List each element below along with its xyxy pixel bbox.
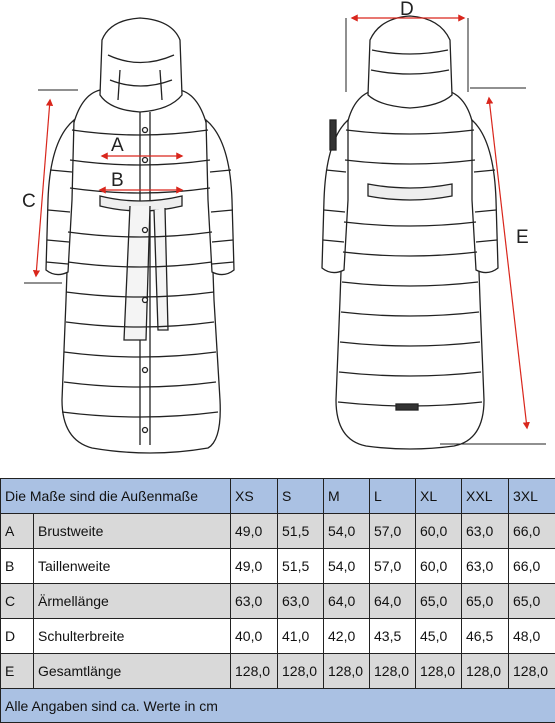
value-cell: 128,0: [416, 654, 462, 689]
value-cell: 63,0: [462, 514, 509, 549]
size-table: [0, 478, 555, 723]
table-row: [1, 654, 555, 689]
label-a: A: [111, 135, 124, 156]
table-row: [1, 549, 555, 584]
value-cell: 41,0: [278, 619, 324, 654]
row-name: Taillenweite: [34, 549, 231, 584]
row-code: C: [1, 584, 34, 619]
value-cell: 65,0: [462, 584, 509, 619]
size-s: S: [278, 479, 324, 514]
value-cell: 49,0: [231, 514, 278, 549]
value-cell: 128,0: [231, 654, 278, 689]
footer-note: Alle Angaben sind ca. Werte in cm: [1, 689, 555, 723]
value-cell: 66,0: [509, 514, 555, 549]
size-l: L: [370, 479, 416, 514]
row-code: D: [1, 619, 34, 654]
table-footer-row: [1, 689, 555, 723]
value-cell: 64,0: [324, 584, 370, 619]
value-cell: 64,0: [370, 584, 416, 619]
table-header-row: [1, 479, 555, 514]
table-row: [1, 514, 555, 549]
value-cell: 128,0: [462, 654, 509, 689]
row-code: E: [1, 654, 34, 689]
table-row: [1, 619, 555, 654]
value-cell: 46,5: [462, 619, 509, 654]
value-cell: 128,0: [324, 654, 370, 689]
value-cell: 66,0: [509, 549, 555, 584]
row-name: Schulterbreite: [34, 619, 231, 654]
size-xxl: XXL: [462, 479, 509, 514]
value-cell: 57,0: [370, 549, 416, 584]
size-m: M: [324, 479, 370, 514]
value-cell: 128,0: [278, 654, 324, 689]
table-row: [1, 584, 555, 619]
label-b: B: [111, 170, 124, 191]
row-name: Ärmellänge: [34, 584, 231, 619]
size-xl: XL: [416, 479, 462, 514]
row-name: Brustweite: [34, 514, 231, 549]
size-3xl: 3XL: [509, 479, 555, 514]
value-cell: 65,0: [509, 584, 555, 619]
value-cell: 43,5: [370, 619, 416, 654]
value-cell: 63,0: [278, 584, 324, 619]
row-code: A: [1, 514, 34, 549]
value-cell: 63,0: [231, 584, 278, 619]
value-cell: 45,0: [416, 619, 462, 654]
label-d: D: [400, 0, 414, 20]
value-cell: 51,5: [278, 514, 324, 549]
label-e: E: [516, 227, 529, 248]
value-cell: 54,0: [324, 549, 370, 584]
value-cell: 60,0: [416, 549, 462, 584]
value-cell: 63,0: [462, 549, 509, 584]
header-title: Die Maße sind die Außenmaße: [1, 479, 231, 514]
size-xs: XS: [231, 479, 278, 514]
value-cell: 48,0: [509, 619, 555, 654]
value-cell: 49,0: [231, 549, 278, 584]
value-cell: 128,0: [370, 654, 416, 689]
value-cell: 128,0: [509, 654, 555, 689]
row-name: Gesamtlänge: [34, 654, 231, 689]
label-c: C: [22, 191, 36, 212]
back-coat-drawing: [322, 16, 498, 449]
value-cell: 51,5: [278, 549, 324, 584]
value-cell: 65,0: [416, 584, 462, 619]
row-code: B: [1, 549, 34, 584]
value-cell: 42,0: [324, 619, 370, 654]
front-coat-drawing: [46, 18, 234, 453]
value-cell: 57,0: [370, 514, 416, 549]
value-cell: 54,0: [324, 514, 370, 549]
value-cell: 40,0: [231, 619, 278, 654]
value-cell: 60,0: [416, 514, 462, 549]
